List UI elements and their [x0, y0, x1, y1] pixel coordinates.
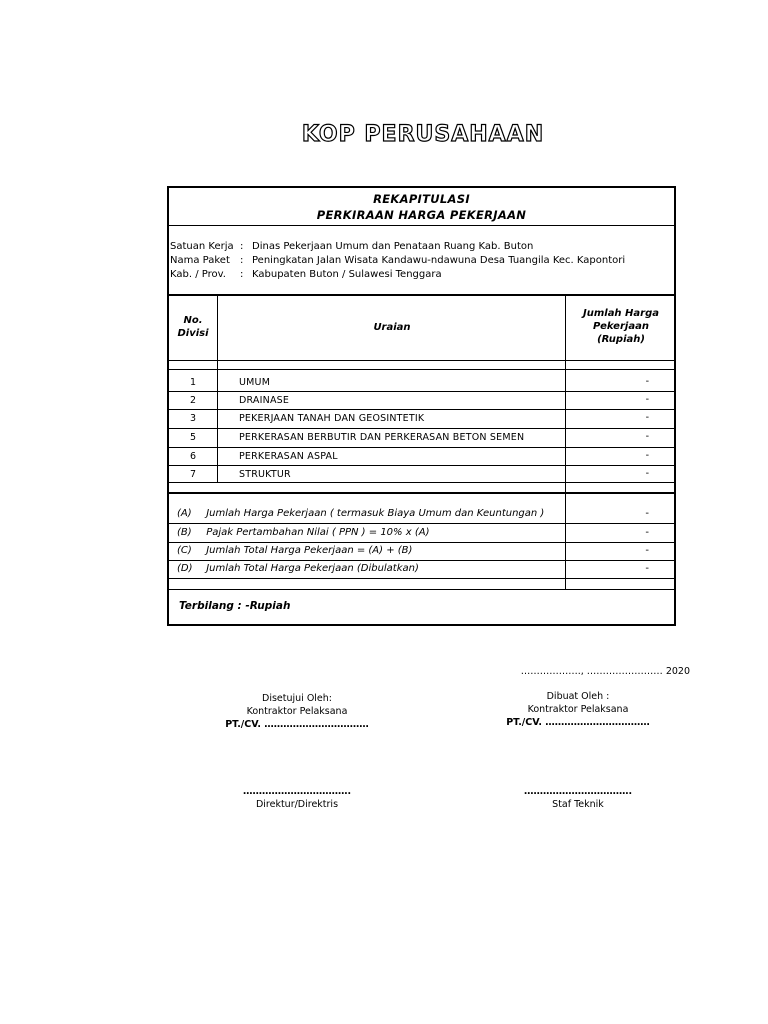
recap-sheet [167, 186, 676, 626]
signature-right-role: Kontraktor Pelaksana [527, 704, 629, 715]
signature-right-position: Staf Teknik [552, 799, 604, 810]
date-line: ………………., …………………… 2020 [520, 666, 690, 677]
info-nama-paket: Nama Paket : Peningkatan Jalan Wisata Kandawu-ndawuna Desa Tuangila Kec. Kapontori [170, 255, 626, 266]
col-header-jumlah-harga: Jumlah Harga Pekerjaan (Rupiah) [583, 308, 659, 345]
table-row: 7 STRUKTUR - [189, 468, 649, 480]
signature-left-role: Kontraktor Pelaksana [246, 706, 348, 717]
signature-right-line: ……………………………. [523, 786, 633, 797]
divider [169, 523, 674, 524]
summary-b-value: - [645, 527, 649, 538]
signature-left-caption: Disetujui Oleh: [262, 693, 332, 704]
col-header-no-divisi: No. Divisi [177, 315, 209, 339]
signature-right-company: PT./CV. …………………………… [506, 717, 650, 728]
divider [169, 294, 674, 296]
table-row: 5 PERKERASAN BERBUTIR DAN PERKERASAN BETON SEMEN - [189, 431, 649, 443]
divider [169, 369, 674, 370]
amount-in-words: Terbilang : -Rupiah [179, 600, 291, 612]
divider [169, 589, 674, 590]
doc-title-line2: PERKIRAAN HARGA PEKERJAAN [316, 208, 527, 222]
doc-title-line1: REKAPITULASI [373, 192, 470, 206]
signature-left-line: ……………………………. [242, 786, 352, 797]
summary-d-value: - [645, 563, 649, 574]
table-row: 3 PEKERJAAN TANAH DAN GEOSINTETIK - [189, 412, 649, 424]
signature-left-company: PT./CV. …………………………… [225, 719, 369, 730]
signature-right [478, 691, 678, 728]
divider [169, 560, 674, 561]
table-row: 2 DRAINASE - [189, 394, 649, 406]
letterhead-placeholder: KOP PERUSAHAAN [301, 122, 545, 147]
table-row: 1 UMUM - [189, 376, 649, 388]
table-row: 6 PERKERASAN ASPAL - [189, 450, 649, 462]
divider [169, 225, 674, 226]
summary-a-value: - [645, 508, 649, 519]
summary-d: (D) Jumlah Total Harga Pekerjaan (Dibulatkan) [177, 563, 419, 574]
divider [169, 578, 674, 579]
summary-a: (A) Jumlah Harga Pekerjaan ( termasuk Biaya Umum dan Keuntungan ) [177, 508, 545, 519]
divider [169, 360, 674, 361]
col-header-uraian: Uraian [373, 322, 411, 333]
divider [169, 542, 674, 543]
summary-c-value: - [645, 545, 649, 556]
signature-left-position: Direktur/Direktris [255, 799, 339, 810]
divider [169, 492, 674, 494]
summary-c: (C) Jumlah Total Harga Pekerjaan = (A) + (B) [177, 545, 413, 556]
summary-b: (B) Pajak Pertambahan Nilai ( PPN ) = 10% x (A) [177, 527, 430, 538]
divider [169, 482, 674, 483]
signature-left [197, 693, 397, 730]
info-kab-prov: Kab. / Prov. : Kabupaten Buton / Sulawesi Tenggara [170, 269, 442, 280]
signature-right-caption: Dibuat Oleh : [546, 691, 610, 702]
info-satuan-kerja: Satuan Kerja : Dinas Pekerjaan Umum dan Penataan Ruang Kab. Buton [170, 241, 534, 252]
